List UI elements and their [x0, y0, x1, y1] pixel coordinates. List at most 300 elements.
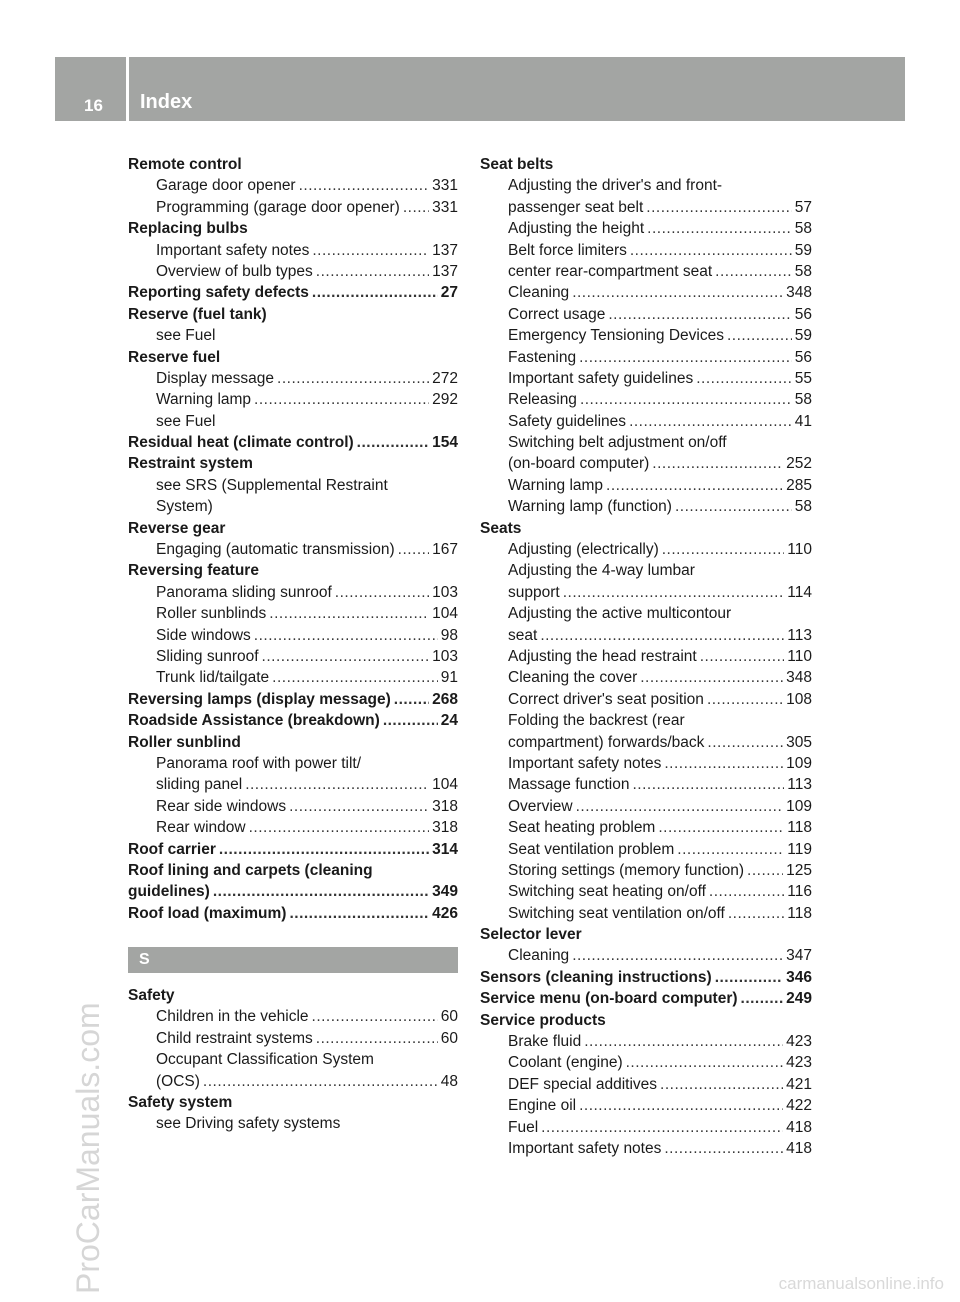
- page-reference[interactable]: 59: [794, 327, 812, 345]
- bottom-watermark: carmanualsonline.info: [778, 1274, 944, 1293]
- leader-dots: [254, 389, 429, 410]
- index-entry: [128, 903, 458, 924]
- page-reference[interactable]: 91: [440, 669, 458, 687]
- index-subentry: [128, 753, 458, 774]
- page-reference[interactable]: 118: [787, 904, 812, 922]
- leader-dots: [580, 389, 792, 410]
- index-entry: [128, 304, 458, 325]
- leader-dots: [640, 667, 783, 688]
- page-reference[interactable]: 125: [786, 861, 812, 879]
- page-reference[interactable]: 268: [432, 690, 458, 708]
- entry-text: Cleaning: [508, 284, 570, 302]
- index-entry: [480, 518, 812, 539]
- leader-dots: [245, 774, 429, 795]
- leader-dots: [662, 539, 785, 560]
- entry-text: Engine oil: [508, 1097, 577, 1115]
- index-subentry: [480, 1074, 812, 1095]
- index-subentry: [480, 496, 812, 517]
- leader-dots: [262, 646, 430, 667]
- page-reference[interactable]: 314: [432, 840, 458, 858]
- entry-text: Adjusting (electrically): [508, 541, 659, 559]
- leader-dots: [572, 282, 783, 303]
- index-subentry: [480, 539, 812, 560]
- index-subentry: [480, 796, 812, 817]
- page-reference[interactable]: 418: [786, 1139, 812, 1157]
- entry-text: Warning lamp (function): [508, 498, 672, 516]
- index-subentry: [480, 475, 812, 496]
- index-subentry: [480, 282, 812, 303]
- entry-text: Service products: [480, 1011, 606, 1029]
- leader-dots: [579, 1095, 783, 1116]
- index-entry: [128, 453, 458, 474]
- page-reference[interactable]: 48: [440, 1072, 458, 1090]
- leader-dots: [383, 710, 438, 731]
- leader-dots: [707, 732, 783, 753]
- entry-text: Switching seat heating on/off: [508, 883, 706, 901]
- entry-text: Safety: [128, 987, 175, 1005]
- index-column-left: [128, 154, 458, 1135]
- entry-text: Adjusting the driver's and front-: [508, 177, 723, 195]
- entry-text: DEF special additives: [508, 1075, 658, 1093]
- leader-dots: [677, 839, 784, 860]
- leader-dots: [312, 240, 429, 261]
- index-subentry: [128, 667, 458, 688]
- leader-dots: [203, 1071, 438, 1092]
- index-entry: [128, 560, 458, 581]
- entry-text: Important safety notes: [508, 1139, 662, 1157]
- leader-dots: [249, 817, 430, 838]
- letter-section-bar: S: [128, 947, 458, 973]
- index-entry: [128, 860, 458, 881]
- entry-text: Reverse gear: [128, 519, 226, 537]
- leader-dots: [707, 689, 783, 710]
- index-subentry: [128, 796, 458, 817]
- page-reference[interactable]: 60: [440, 1029, 458, 1047]
- leader-dots: [584, 1031, 783, 1052]
- page-reference[interactable]: 305: [786, 733, 812, 751]
- entry-text: Important safety notes: [508, 754, 662, 772]
- leader-dots: [647, 218, 792, 239]
- leader-dots: [629, 411, 792, 432]
- page-reference[interactable]: 426: [432, 904, 458, 922]
- side-watermark: ProCarManuals.com: [70, 1002, 106, 1294]
- entry-text: Roller sunblind: [128, 733, 241, 751]
- entry-text: see Driving safety systems: [156, 1115, 341, 1133]
- index-list-s: [128, 985, 458, 1135]
- index-subentry: [128, 817, 458, 838]
- leader-dots: [576, 796, 784, 817]
- index-entry: [128, 985, 458, 1006]
- entry-text: Rear window: [156, 819, 246, 837]
- leader-dots: [626, 1052, 784, 1073]
- entry-text: Massage function: [508, 776, 630, 794]
- index-subentry: [128, 240, 458, 261]
- leader-dots: [269, 603, 429, 624]
- index-entry: [480, 1010, 812, 1031]
- page-reference[interactable]: 98: [440, 626, 458, 644]
- entry-text: sliding panel: [156, 776, 243, 794]
- entry-text: Sliding sunroof: [156, 647, 259, 665]
- page-reference[interactable]: 349: [432, 883, 458, 901]
- leader-dots: [299, 175, 430, 196]
- entry-text: Belt force limiters: [508, 241, 627, 259]
- index-subentry: [480, 710, 812, 731]
- entry-text: Programming (garage door opener): [156, 198, 400, 216]
- index-subentry: [480, 1138, 812, 1159]
- entry-text: Overview of bulb types: [156, 262, 313, 280]
- index-subentry: [128, 197, 458, 218]
- index-entry: [128, 839, 458, 860]
- page-reference[interactable]: 118: [787, 819, 812, 837]
- page-reference[interactable]: 116: [787, 883, 812, 901]
- page-reference[interactable]: 41: [794, 412, 812, 430]
- entry-text: Cleaning: [508, 947, 570, 965]
- index-subentry: [128, 539, 458, 560]
- leader-dots: [715, 261, 792, 282]
- entry-text: Roadside Assistance (breakdown): [128, 712, 380, 730]
- entry-text: Folding the backrest (rear: [508, 712, 685, 730]
- page-reference[interactable]: 167: [432, 541, 458, 559]
- page-reference[interactable]: 423: [786, 1054, 812, 1072]
- index-subentry: [128, 603, 458, 624]
- entry-text: Rear side windows: [156, 797, 287, 815]
- index-subentry: [128, 475, 458, 496]
- index-entry: [128, 710, 458, 731]
- entry-text: Safety system: [128, 1094, 233, 1112]
- page-reference[interactable]: 113: [787, 626, 812, 644]
- page-reference[interactable]: 114: [787, 583, 812, 601]
- page-reference[interactable]: 56: [794, 348, 812, 366]
- index-subentry: [480, 774, 812, 795]
- index-list-s-continued: [480, 154, 812, 1159]
- index-subentry: [480, 411, 812, 432]
- page-reference[interactable]: 249: [786, 990, 812, 1008]
- leader-dots: [289, 796, 429, 817]
- entry-text: Seat belts: [480, 156, 554, 173]
- index-entry: [128, 347, 458, 368]
- leader-dots: [675, 496, 792, 517]
- leader-dots: [664, 1138, 783, 1159]
- index-subentry: [480, 175, 812, 196]
- index-subentry: [480, 560, 812, 581]
- entry-text: Display message: [156, 369, 275, 387]
- entry-text: Warning lamp: [156, 391, 252, 409]
- index-subentry: [480, 689, 812, 710]
- entry-text: Adjusting the 4-way lumbar: [508, 562, 695, 580]
- index-entry: [128, 1092, 458, 1113]
- index-subentry: [128, 1006, 458, 1027]
- index-subentry: [128, 1113, 458, 1134]
- entry-text: Fuel: [508, 1118, 539, 1136]
- page-reference[interactable]: 285: [786, 476, 812, 494]
- leader-dots: [312, 282, 438, 303]
- leader-dots: [728, 903, 784, 924]
- entry-text: Warning lamp: [508, 476, 604, 494]
- entry-text: Adjusting the active multicontour: [508, 605, 732, 623]
- entry-text: Important safety guidelines: [508, 369, 694, 387]
- page-reference[interactable]: 56: [794, 305, 812, 323]
- index-subentry: [480, 881, 812, 902]
- entry-text: Child restraint systems: [156, 1029, 313, 1047]
- index-subentry: [480, 817, 812, 838]
- entry-text: Storing settings (memory function): [508, 861, 745, 879]
- page-reference[interactable]: 348: [786, 669, 812, 687]
- index-subentry: [128, 625, 458, 646]
- leader-dots: [579, 347, 792, 368]
- entry-text: Residual heat (climate control): [128, 434, 354, 452]
- index-subentry: [128, 1071, 458, 1092]
- entry-text: Important safety notes: [156, 241, 310, 259]
- page-reference[interactable]: 154: [432, 434, 458, 452]
- page-reference[interactable]: 418: [786, 1118, 812, 1136]
- entry-text: Occupant Classification System: [156, 1051, 374, 1069]
- index-subentry: [480, 646, 812, 667]
- entry-text: seat: [508, 626, 538, 644]
- index-entry: [128, 154, 458, 175]
- entry-text: Garage door opener: [156, 177, 296, 195]
- index-subentry: [480, 389, 812, 410]
- entry-text: Reserve (fuel tank): [128, 305, 267, 323]
- index-subentry: [480, 325, 812, 346]
- page-reference[interactable]: 347: [786, 947, 812, 965]
- leader-dots: [335, 582, 429, 603]
- entry-text: see Fuel: [156, 412, 216, 430]
- leader-dots: [709, 881, 784, 902]
- leader-dots: [277, 368, 429, 389]
- leader-dots: [658, 817, 784, 838]
- page-reference[interactable]: 113: [787, 776, 812, 794]
- entry-text: passenger seat belt: [508, 198, 644, 216]
- index-subentry: [480, 625, 812, 646]
- leader-dots: [213, 881, 429, 902]
- entry-text: Correct driver's seat position: [508, 690, 704, 708]
- entry-text: Panorama roof with power tilt/: [156, 754, 362, 772]
- entry-text: Roof lining and carpets (cleaning: [128, 861, 373, 879]
- page-reference[interactable]: 110: [787, 647, 812, 665]
- entry-text: see Fuel: [156, 327, 216, 345]
- leader-dots: [700, 646, 785, 667]
- entry-text: Overview: [508, 797, 573, 815]
- leader-dots: [312, 1006, 438, 1027]
- index-entry: [128, 881, 458, 902]
- entry-text: Seat heating problem: [508, 819, 656, 837]
- entry-text: Side windows: [156, 626, 251, 644]
- leader-dots: [696, 368, 792, 389]
- leader-dots: [664, 753, 783, 774]
- page-reference[interactable]: 55: [794, 369, 812, 387]
- entry-text: Remote control: [128, 156, 242, 173]
- leader-dots: [747, 860, 783, 881]
- index-subentry: [128, 1028, 458, 1049]
- leader-dots: [398, 539, 429, 560]
- index-subentry: [480, 261, 812, 282]
- page-reference[interactable]: 110: [787, 541, 812, 559]
- entry-text: Adjusting the height: [508, 220, 645, 238]
- entry-text: center rear-compartment seat: [508, 262, 713, 280]
- entry-text: Selector lever: [480, 926, 582, 944]
- page-reference[interactable]: 137: [432, 241, 458, 259]
- entry-text: Service menu (on-board computer): [480, 990, 738, 1008]
- index-list-r: [128, 154, 458, 924]
- leader-dots: [272, 667, 438, 688]
- leader-dots: [541, 1117, 783, 1138]
- index-subentry: [128, 774, 458, 795]
- entry-text: Replacing bulbs: [128, 220, 248, 238]
- index-subentry: [480, 197, 812, 218]
- index-subentry: [480, 1031, 812, 1052]
- index-entry: [480, 967, 812, 988]
- index-subentry: [480, 839, 812, 860]
- entry-text: Trunk lid/tailgate: [156, 669, 270, 687]
- index-subentry: [128, 582, 458, 603]
- entry-text: Seats: [480, 519, 522, 537]
- entry-text: Roller sunblinds: [156, 605, 267, 623]
- entry-text: Children in the vehicle: [156, 1008, 309, 1026]
- page-reference[interactable]: 346: [786, 968, 812, 986]
- index-subentry: [128, 261, 458, 282]
- index-subentry: [480, 860, 812, 881]
- index-subentry: [128, 175, 458, 196]
- index-subentry: [480, 603, 812, 624]
- page-reference[interactable]: 422: [786, 1097, 812, 1115]
- page-reference[interactable]: 58: [794, 220, 812, 238]
- page-reference[interactable]: 272: [432, 369, 458, 387]
- index-subentry: [128, 496, 458, 517]
- index-entry: [480, 154, 812, 175]
- index-subentry: [480, 368, 812, 389]
- entry-text: Reversing feature: [128, 562, 259, 580]
- index-subentry: [480, 667, 812, 688]
- index-entry: [128, 732, 458, 753]
- index-entry: [480, 924, 812, 945]
- entry-text: Correct usage: [508, 305, 606, 323]
- page-reference[interactable]: 58: [794, 498, 812, 516]
- index-subentry: [480, 753, 812, 774]
- page-reference[interactable]: 421: [786, 1075, 812, 1093]
- page-reference[interactable]: 59: [794, 241, 812, 259]
- index-entry: [128, 689, 458, 710]
- index-subentry: [480, 1052, 812, 1073]
- index-subentry: [480, 1117, 812, 1138]
- entry-text: Sensors (cleaning instructions): [480, 968, 712, 986]
- page-reference[interactable]: 119: [787, 840, 812, 858]
- page-reference[interactable]: 331: [432, 198, 458, 216]
- page-reference[interactable]: 292: [432, 391, 458, 409]
- page-reference[interactable]: 252: [786, 455, 812, 473]
- page-reference[interactable]: 318: [432, 819, 458, 837]
- leader-dots: [289, 903, 429, 924]
- page-reference[interactable]: 103: [432, 647, 458, 665]
- index-subentry: [480, 582, 812, 603]
- entry-text: System): [156, 498, 213, 516]
- leader-dots: [633, 774, 785, 795]
- entry-text: Switching seat ventilation on/off: [508, 904, 725, 922]
- page-reference[interactable]: 423: [786, 1033, 812, 1051]
- leader-dots: [646, 197, 791, 218]
- leader-dots: [563, 582, 785, 603]
- entry-text: Panorama sliding sunroof: [156, 583, 332, 601]
- entry-text: support: [508, 583, 560, 601]
- index-entry: [128, 218, 458, 239]
- entry-text: Safety guidelines: [508, 412, 627, 430]
- entry-text: Reserve fuel: [128, 348, 221, 366]
- page-reference[interactable]: 109: [786, 797, 812, 815]
- entry-text: guidelines): [128, 883, 210, 901]
- index-subentry: [128, 368, 458, 389]
- page-reference[interactable]: 27: [440, 284, 458, 302]
- leader-dots: [630, 240, 792, 261]
- leader-dots: [357, 432, 429, 453]
- entry-text: (on-board computer): [508, 455, 650, 473]
- leader-dots: [316, 261, 429, 282]
- entry-text: Releasing: [508, 391, 577, 409]
- index-subentry: [480, 347, 812, 368]
- page-reference[interactable]: 58: [794, 262, 812, 280]
- entry-text: Reversing lamps (display message): [128, 690, 391, 708]
- index-subentry: [480, 453, 812, 474]
- page-reference[interactable]: 137: [432, 262, 458, 280]
- leader-dots: [394, 689, 429, 710]
- page-reference[interactable]: 318: [432, 797, 458, 815]
- index-subentry: [480, 304, 812, 325]
- entry-text: Cleaning the cover: [508, 669, 638, 687]
- page-reference[interactable]: 58: [794, 391, 812, 409]
- entry-text: Brake fluid: [508, 1033, 582, 1051]
- page-reference[interactable]: 103: [432, 583, 458, 601]
- leader-dots: [660, 1074, 783, 1095]
- leader-dots: [316, 1028, 438, 1049]
- entry-text: Coolant (engine): [508, 1054, 623, 1072]
- page-number: 16: [84, 96, 103, 115]
- leader-dots: [727, 325, 792, 346]
- leader-dots: [652, 453, 783, 474]
- entry-text: Roof carrier: [128, 840, 216, 858]
- leader-dots: [606, 475, 783, 496]
- index-subentry: [480, 432, 812, 453]
- page-reference[interactable]: 331: [432, 177, 458, 195]
- page-reference[interactable]: 104: [432, 776, 458, 794]
- page-reference[interactable]: 104: [432, 605, 458, 623]
- index-subentry: [480, 903, 812, 924]
- entry-text: Adjusting the head restraint: [508, 647, 697, 665]
- entry-text: Switching belt adjustment on/off: [508, 434, 727, 452]
- page-reference[interactable]: 108: [786, 690, 812, 708]
- leader-dots: [540, 625, 784, 646]
- leader-dots: [572, 945, 783, 966]
- page-reference[interactable]: 348: [786, 284, 812, 302]
- page-reference[interactable]: 57: [794, 198, 812, 216]
- entry-text: Engaging (automatic transmission): [156, 541, 395, 559]
- leader-dots: [608, 304, 791, 325]
- index-subentry: [480, 240, 812, 261]
- entry-text: compartment) forwards/back: [508, 733, 705, 751]
- entry-text: Fastening: [508, 348, 577, 366]
- index-subentry: [480, 218, 812, 239]
- entry-text: Seat ventilation problem: [508, 840, 675, 858]
- section-title: Index: [140, 91, 193, 113]
- index-entry: [128, 518, 458, 539]
- entry-text: Roof load (maximum): [128, 904, 287, 922]
- page-reference[interactable]: 24: [440, 712, 458, 730]
- index-entry: [480, 988, 812, 1009]
- entry-text: Restraint system: [128, 455, 253, 473]
- page-reference[interactable]: 60: [440, 1008, 458, 1026]
- page-reference[interactable]: 109: [786, 754, 812, 772]
- index-column-right: [480, 154, 812, 1159]
- index-entry: [128, 282, 458, 303]
- index-subentry: [480, 732, 812, 753]
- leader-dots: [741, 988, 784, 1009]
